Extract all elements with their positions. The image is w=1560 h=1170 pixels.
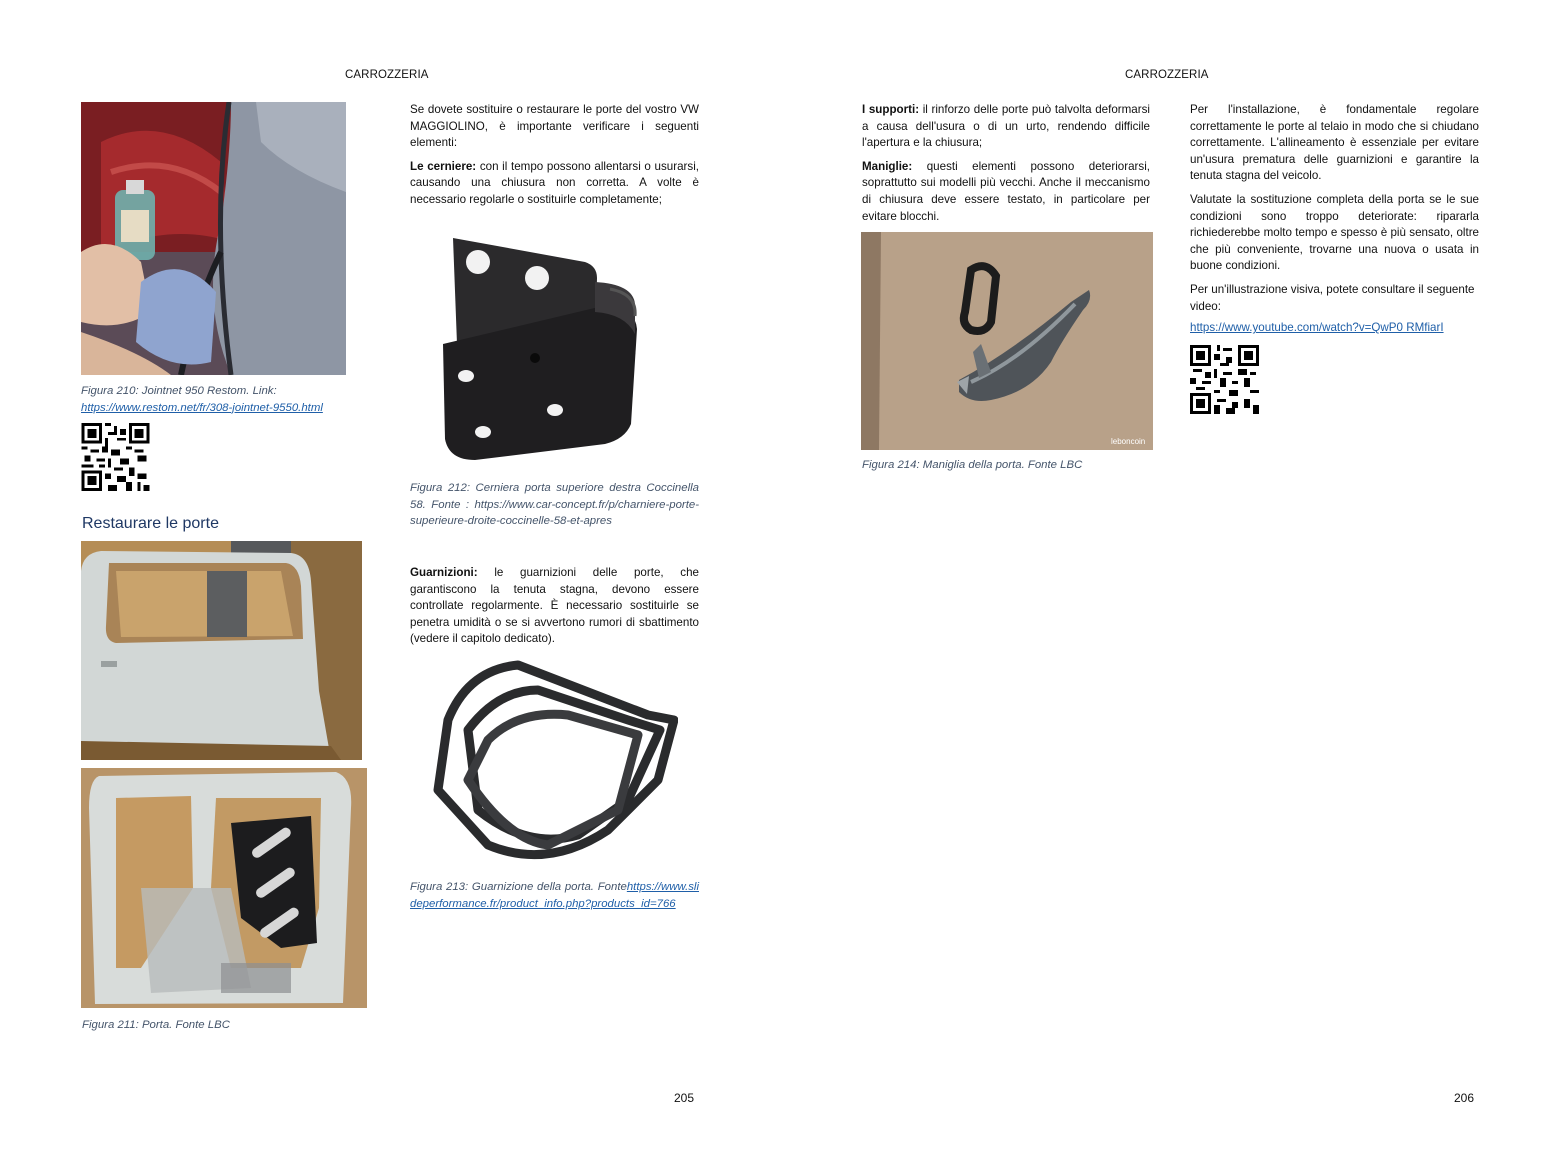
right-page-number: 206 [1454, 1091, 1475, 1105]
section-title: Restaurare le porte [82, 515, 219, 532]
hinges-paragraph [410, 159, 699, 209]
handles-text: questi elementi possono deteriorarsi, soprattutto sui modelli più vecchi. Anche il meccanismo di chiusura deve essere testato, in particolare per evitare blocchi. [862, 159, 1150, 223]
intro-paragraph: Se dovete sostituire o restaurare le porte del vostro VW MAGGIOLINO, è importante verificare i seguenti elementi: [410, 103, 699, 150]
supports-label: I supporti: [862, 103, 920, 116]
right-col-2 [1190, 102, 1479, 344]
seals-paragraph [410, 565, 699, 648]
door-interior-photo [81, 768, 367, 1008]
install-paragraph: Per l'installazione, è fondamentale regolare correttamente le porte al telaio in modo che si chiudano correttamente. L'allineamento è essenziale per evitare un'usura prematura delle guarnizioni e garantire la tenuta stagna del veicolo. [1190, 103, 1479, 183]
slideperformance-link[interactable]: https://www.slideperformance.fr/product_info.php?products_id=766 [410, 881, 699, 910]
door-handle-photo [861, 232, 1153, 450]
supports-paragraph [862, 102, 1150, 152]
figure-210-caption [81, 383, 366, 416]
hinge-photo [435, 234, 645, 462]
left-page-header: CARROZZERIA [345, 69, 429, 81]
hinges-text: con il tempo possono allentarsi o usurarsi, causando una chiusura non corretta. A volte è necessario regolarle o sostituirle completamente; [410, 159, 699, 206]
seals-text: le guarnizioni delle porte, che garantiscono la tenuta stagna, devono essere controllate regolarmente. È necessario sostituirle se penetra umidità o se si avvertono rumori di sbattimento (vedere il capitolo dedicato). [410, 566, 699, 646]
jointnet-photo [81, 102, 346, 375]
video-link-paragraph [1190, 320, 1479, 337]
seals-label: Guarnizioni: [410, 566, 478, 579]
figure-212-caption: Figura 212: Cerniera porta superiore destra Coccinella 58. Fonte : https://www.car-concept.fr/p/charniere-porte-superieure-droite-coccinelle-58-et-apres [410, 482, 699, 528]
handles-label: Maniglie: [862, 159, 913, 173]
figure-210-caption-text: Figura 210: Jointnet 950 Restom. Link: [81, 385, 277, 397]
left-page-number: 205 [674, 1091, 695, 1105]
door-exterior-photo [81, 541, 362, 760]
supports-text: il rinforzo delle porte può talvolta deformarsi a causa dell'usura o di un urto, rendendo difficile l'apertura e la chiusura; [862, 103, 1150, 150]
right-page-header: CARROZZERIA [1125, 69, 1209, 81]
seals-block [410, 565, 699, 655]
qr-code-youtube [1190, 345, 1259, 414]
left-text-column [410, 102, 699, 216]
replace-paragraph: Valutate la sostituzione completa della porta se le sue condizioni sono troppo deteriorate: ripararla richiederebbe molto tempo e spesso è più sensato, oltre che più conveniente, trovarne una nuova o usata in buone condizioni. [1190, 192, 1479, 273]
youtube-link[interactable]: https://www.youtube.com/watch?v=QwP0 RMfiarI [1190, 321, 1444, 335]
qr-code-restom [81, 423, 150, 491]
video-intro-paragraph: Per un'illustrazione visiva, potete consultare il seguente video: [1190, 282, 1475, 313]
door-seal-photo [428, 660, 678, 860]
restom-link[interactable]: https://www.restom.net/fr/308-jointnet-9550.html [81, 401, 323, 414]
handles-paragraph [862, 159, 1150, 225]
right-col-1 [862, 102, 1150, 232]
leboncoin-watermark: leboncoin [1111, 437, 1146, 446]
figure-213-caption-text: Figura 213: Guarnizione della porta. Fonte [410, 881, 627, 893]
hinges-label: Le cerniere: [410, 159, 477, 173]
figure-211-caption: Figura 211: Porta. Fonte LBC [82, 1019, 230, 1031]
figure-213-caption [410, 879, 699, 912]
figure-214-caption: Figura 214: Maniglia della porta. Fonte LBC [862, 459, 1083, 471]
